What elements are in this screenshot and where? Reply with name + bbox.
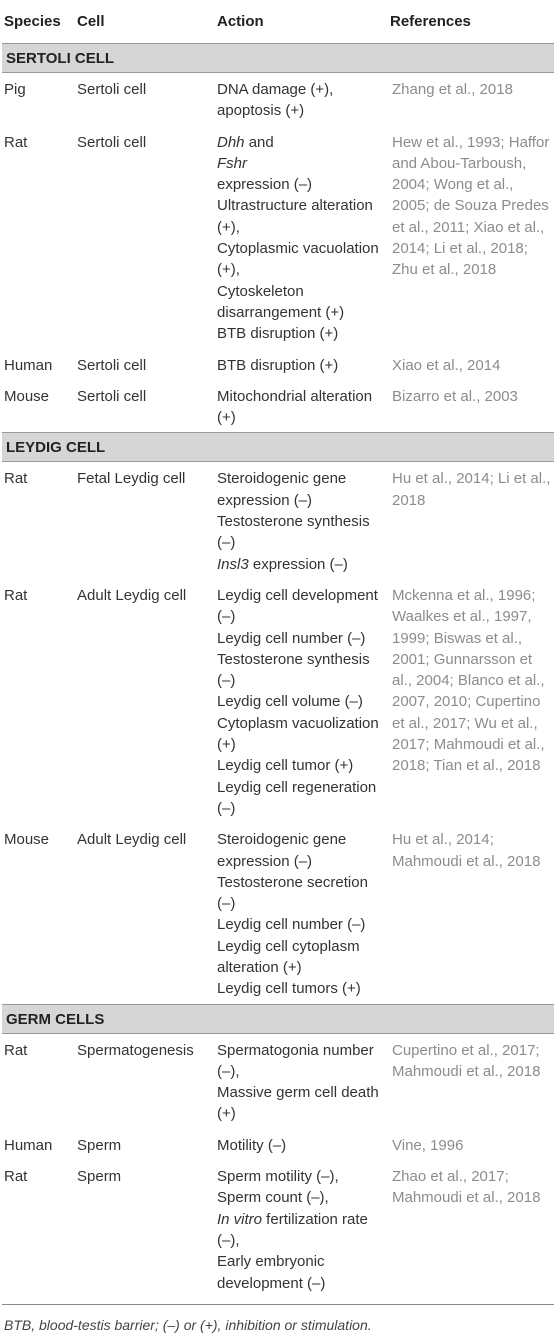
action-cell [215,823,388,1004]
action-line [217,511,388,554]
action-text: Leydig cell development (–) [217,586,378,626]
references-cell: Hu et al., 2014; Li et al., 2018 [392,470,551,509]
italic-term: Fshr [217,154,247,172]
cell-type-cell: Fetal Leydig cell [77,470,186,488]
species-cell: Mouse [4,831,50,849]
action-line [217,1209,388,1252]
table-row [2,1129,554,1160]
table-row [2,579,554,823]
references-cell: Bizarro et al., 2003 [392,387,518,405]
footnote-row [2,1304,554,1335]
action-cell [215,462,388,579]
action-cell [215,380,388,433]
action-line [217,153,388,174]
action-text: fertilization rate (–), [217,1210,368,1249]
table-row [2,1160,554,1304]
action-text: DNA damage (+), [217,81,334,98]
action-line [217,1040,388,1083]
action-text: Cytoplasmic vacuolation (+), [217,240,379,279]
action-line [217,100,388,121]
cell-type-cell: Adult Leydig cell [77,586,187,604]
references-cell: Hew et al., 1993; Haffor and Abou-Tarboush, 2004; Wong et al., 2005; de Souza Predes et al., 2011; Xiao et al., 2014; Li et al., 2018; Zhu et al., 2018 [392,133,550,279]
action-text: Leydig cell number (–) [217,916,366,934]
action-text: Motility (–) [217,1136,287,1154]
action-text: Testosterone synthesis (–) [217,513,370,552]
italic-term: In vitro [217,1210,263,1228]
section-title: GERM CELLS [2,1004,554,1033]
cell-type-cell: Sertoli cell [77,356,147,374]
action-cell [215,349,388,380]
action-line [217,323,388,344]
action-line [217,468,388,511]
action-line [217,174,388,195]
action-line [217,355,388,376]
italic-term: Dhh [217,133,245,151]
action-line [217,132,388,153]
action-cell [215,1129,388,1160]
cell-type-cell: Sperm [77,1136,122,1154]
section-title: LEYDIG CELL [2,433,554,462]
table-footnote: BTB, blood-testis barrier; (–) or (+), inhibition or stimulation. [2,1304,554,1335]
action-text: Sperm count (–), [217,1189,329,1207]
action-line [217,281,388,324]
species-cell: Human [4,356,53,374]
italic-term: Insl3 [217,555,249,573]
cell-type-cell: Spermatogenesis [77,1041,194,1059]
action-text: apoptosis (+) [217,102,305,120]
action-cell [215,1160,388,1304]
action-text: Testosterone secretion (–) [217,873,368,913]
species-cell: Mouse [4,387,50,405]
table-row [2,73,554,126]
action-text: expression (–) [248,555,348,573]
action-line [217,386,388,429]
action-text: Massive germ cell death (+) [217,1084,379,1123]
action-text: Cytoplasm vacuolization (+) [217,714,379,754]
references-cell: Zhang et al., 2018 [392,81,513,98]
action-line [217,872,388,915]
action-text: Leydig cell number (–) [217,629,366,647]
action-line [217,777,388,820]
action-text: Leydig cell tumors (+) [217,980,361,998]
action-line [217,1135,388,1156]
species-cell: Human [4,1136,53,1154]
action-text: Sperm motility (–), [217,1168,339,1186]
cadmium-effects-table [2,0,554,1335]
species-cell: Pig [4,81,26,98]
header-cell: Cell [77,13,105,30]
references-cell: Hu et al., 2014; Mahmoudi et al., 2018 [392,831,541,870]
action-text: Leydig cell cytoplasm alteration (+) [217,937,360,976]
table-row [2,349,554,380]
references-cell: Xiao et al., 2014 [392,356,501,374]
action-text: Leydig cell volume (–) [217,693,363,711]
action-line [217,829,388,872]
cell-type-cell: Sertoli cell [77,133,147,151]
species-cell: Rat [4,133,28,151]
action-text: BTB disruption (+) [217,356,339,374]
action-text: Ultrastructure alteration (+), [217,197,373,236]
action-text: Spermatogonia number (–), [217,1041,374,1080]
action-line [217,713,388,756]
action-text: Steroidogenic gene expression (–) [217,831,347,870]
species-cell: Rat [4,1168,28,1186]
section-header-row [2,1004,554,1033]
header-action: Action [217,13,264,30]
cell-type-cell: Adult Leydig cell [77,831,187,849]
action-line [217,195,388,238]
action-cell [215,1033,388,1129]
references-cell: Cupertino et al., 2017; Mahmoudi et al., 2018 [392,1041,541,1080]
action-line [217,1251,388,1294]
action-line [217,978,388,999]
species-cell: Rat [4,586,28,604]
references-cell: Vine, 1996 [392,1136,464,1154]
table-header-row [2,0,554,44]
table-row [2,1033,554,1129]
section-header-row [2,433,554,462]
action-text: and [244,133,274,151]
table-row [2,126,554,349]
cell-type-cell: Sertoli cell [77,387,147,405]
species-cell: Rat [4,1041,28,1059]
action-text: Leydig cell regeneration (–) [217,778,377,817]
section-header-row [2,44,554,73]
action-text: Steroidogenic gene expression (–) [217,470,347,509]
cell-type-cell: Sperm [77,1168,122,1186]
action-line [217,649,388,692]
action-cell [215,579,388,823]
action-text: Mitochondrial alteration (+) [217,387,373,427]
action-line [217,914,388,935]
table-body [2,44,554,1305]
action-text: Leydig cell tumor (+) [217,757,354,775]
table-row [2,462,554,579]
section-title: SERTOLI CELL [2,44,554,73]
action-text: expression (–) [217,176,313,194]
references-cell: Mckenna et al., 1996; Waalkes et al., 1997, 1999; Biswas et al., 2001; Gunnarsson et al., 2004; Blanco et al., 2007, 2010; Cupertino et al., 2017; Wu et al., 2017; Mahmoudi et al., 2018; Tian et al., 2018 [392,586,545,775]
action-line [217,936,388,979]
action-line [217,79,388,100]
action-line [217,1082,388,1125]
action-text: Early embryonic development (–) [217,1253,326,1292]
action-line [217,585,388,628]
action-cell [215,126,388,349]
action-text: Testosterone synthesis (–) [217,650,370,690]
table-row [2,823,554,1004]
action-line [217,691,388,712]
header-references: References [390,13,471,30]
species-cell: Rat [4,470,28,488]
header-species: Species [4,13,61,30]
action-line [217,755,388,776]
action-text: BTB disruption (+) [217,325,339,343]
action-line [217,554,388,575]
action-line [217,628,388,649]
action-line [217,238,388,281]
action-text: Cytoskeleton disarrangement (+) [217,282,345,321]
cell-type-cell: Sertoli cell [77,81,147,98]
action-line [217,1187,388,1208]
references-cell: Zhao et al., 2017; Mahmoudi et al., 2018 [392,1168,541,1207]
action-line [217,1166,388,1187]
action-cell [215,73,388,126]
table-row [2,380,554,433]
